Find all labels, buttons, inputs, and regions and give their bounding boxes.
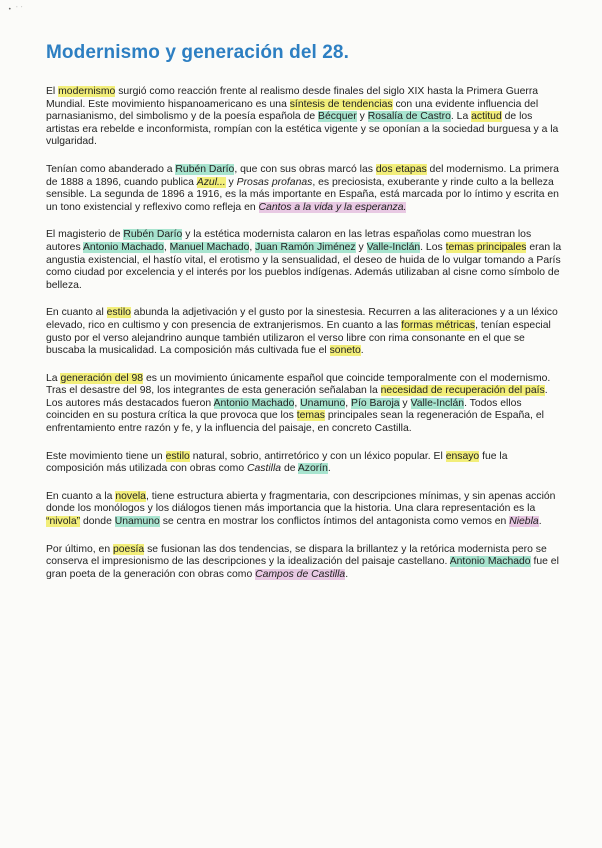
- highlighted-term: Azul...: [196, 176, 226, 188]
- highlighted-term: Antonio Machado: [213, 397, 295, 409]
- text-run: . Los: [420, 241, 446, 253]
- highlighted-term: estilo: [165, 450, 190, 462]
- text-run: .: [360, 345, 364, 357]
- text-run: En cuanto a la: [46, 490, 116, 502]
- text-run: y: [355, 241, 367, 253]
- text-run: se fusionan las dos tendencias, se dispara la brillantez y la retórica modernista pero se conserva el impresionismo de las descripciones y la idealización del paisaje castellano.: [46, 543, 547, 568]
- text-run: Por último, en: [46, 543, 113, 555]
- highlighted-term: necesidad de recuperación del país: [380, 385, 545, 397]
- text-run: abunda la adjetivación y el gusto por la sinestesia. Recurren a las aliteraciones y a un léxico elevado, rico en cultismo y con presencia de extranjerismos. En cuanto a las: [46, 307, 558, 331]
- text-run: La: [46, 372, 61, 384]
- highlighted-term: Valle-Inclán: [410, 397, 465, 409]
- highlighted-term: dos etapas: [375, 163, 427, 175]
- highlighted-term: Antonio Machado: [82, 241, 164, 253]
- highlighted-term: estilo: [106, 307, 131, 319]
- paragraph-5: [46, 373, 566, 436]
- highlighted-term: formas métricas: [401, 319, 476, 331]
- italic-title: Castilla: [246, 463, 282, 475]
- highlighted-term: Bécquer: [318, 111, 357, 123]
- italic-title: Prosas profanas: [236, 176, 313, 188]
- text-run: , tiene estructura abierta y fragmentaria, con descripciones mínimas, y sin apenas acción donde los monólogos y los diálogos tienen más importancia que la historia. Una clara representación es la: [46, 490, 556, 515]
- text-run: Tenían como abanderado a: [46, 163, 176, 175]
- paragraph-7: [46, 491, 566, 529]
- highlighted-term: “nivola”: [46, 516, 81, 528]
- paragraph-3: [46, 229, 566, 292]
- document-body: [46, 86, 566, 581]
- highlighted-term: Niebla: [509, 516, 539, 528]
- text-run: es un movimiento únicamente español que coincide temporalmente con el modernismo. Tras el desastre del 98, los integrantes de esta generación señalaban la: [46, 372, 551, 397]
- highlighted-term: Unamuno: [300, 397, 346, 409]
- text-run: eran la angustia existencial, el hastío vital, el erotismo y la sensualidad, el deseo de huida de lo vulgar tomando a París como ciudad por excelencia y el interés por los pueblos indígenas. Además utilizaban al cisne como símbolo de belleza.: [46, 241, 562, 291]
- text-run: fue la composición más utilizada con obras como: [46, 450, 508, 475]
- highlighted-term: Cantos a la vida y la esperanza.: [258, 201, 407, 213]
- highlighted-term: poesía: [113, 543, 145, 555]
- highlighted-term: novela: [115, 490, 146, 502]
- highlighted-term: Valle-Inclán: [366, 241, 421, 253]
- highlighted-term: temas principales: [445, 241, 527, 253]
- highlighted-term: Rubén Darío: [175, 163, 235, 175]
- text-run: principales sean la regeneración de España, el enfrentamiento entre razón y fe, y la influencia del paisaje, en concreto Castilla.: [46, 410, 544, 435]
- paragraph-4: [46, 307, 566, 357]
- text-run: se centra en mostrar los conflictos íntimos del antagonista como vemos en: [159, 516, 510, 528]
- highlighted-term: generación del 98: [60, 372, 144, 384]
- text-run: y: [399, 397, 411, 409]
- text-run: y: [356, 111, 368, 123]
- text-run: El: [46, 86, 59, 97]
- text-run: , es preciosista, exuberante y rinde culto a la belleza sensible. La segunda de 1896 a 1916, es la más importante en España, está marcada por lo íntimo y escrita en un tono existencial y reflexivo como refleja en: [46, 176, 559, 213]
- text-run: ,: [345, 397, 352, 409]
- text-run: natural, sobrio, antirretórico y con un léxico popular. El: [189, 450, 446, 462]
- text-run: donde: [80, 516, 115, 528]
- text-run: ,: [249, 241, 256, 253]
- document-page: [46, 42, 566, 596]
- text-run: del modernismo. La primera de 1888 a 1896, cuando publica: [46, 163, 559, 188]
- text-run: de los artistas era rebelde e inconformista, rompían con la estética vigente y se oponían a la sociedad burguesa y a la vulgaridad.: [46, 111, 559, 148]
- text-run: . Los autores más destacados fueron: [46, 385, 548, 409]
- text-run: , que con sus obras marcó las: [234, 163, 376, 175]
- text-run: Este movimiento tiene un: [46, 450, 166, 462]
- paragraph-2: [46, 164, 566, 214]
- highlighted-term: Antonio Machado: [449, 556, 531, 568]
- text-run: , tenían especial gusto por el verso alejandrino aunque también utilizaron el verso libre con rima consonante en el que se buscaba la musicalidad. La composición más cultivada fue el: [46, 319, 551, 357]
- text-run: de: [281, 463, 298, 475]
- highlighted-term: actitud: [471, 111, 502, 123]
- highlighted-term: ensayo: [445, 450, 480, 462]
- highlighted-term: Manuel Machado: [169, 241, 250, 253]
- text-run: ,: [163, 241, 170, 253]
- text-run: .: [538, 516, 542, 528]
- highlighted-term: Rubén Darío: [123, 229, 183, 241]
- scan-specks: • ˙ ˙: [8, 6, 24, 13]
- text-run: con una evidente influencia del parnasianismo, del simbolismo y de la poesía española de: [46, 98, 539, 123]
- text-run: fue el gran poeta de la generación con obras como: [46, 556, 559, 580]
- highlighted-term: soneto: [329, 345, 361, 357]
- paragraph-1: [46, 86, 566, 149]
- text-run: surgió como reacción frente al realismo desde finales del siglo XIX hasta la Primera Guerra Mundial. Este movimiento hispanoamericano es una: [46, 86, 539, 110]
- text-run: . La: [450, 111, 472, 123]
- highlighted-term: Juan Ramón Jiménez: [255, 241, 356, 253]
- highlighted-term: Rosalía de Castro: [367, 111, 451, 123]
- highlighted-term: Azorín: [297, 463, 328, 475]
- highlighted-term: Unamuno: [114, 516, 160, 528]
- text-run: . Todos ellos coinciden en su postura crítica la que provoca que los: [46, 397, 522, 422]
- text-run: y: [225, 176, 237, 188]
- highlighted-term: síntesis de tendencias: [289, 98, 393, 110]
- highlighted-term: Pío Baroja: [351, 397, 400, 409]
- highlighted-term: temas: [296, 410, 325, 422]
- text-run: .: [327, 463, 331, 475]
- highlighted-term: modernismo: [58, 86, 116, 97]
- text-run: .: [345, 568, 349, 580]
- paragraph-8: [46, 544, 566, 582]
- text-run: En cuanto al: [46, 307, 107, 319]
- text-run: ,: [294, 397, 301, 409]
- text-run: y la estética modernista calaron en las letras españolas como muestran los autores: [46, 229, 532, 253]
- page-title: Modernismo y generación del 28.: [46, 42, 349, 63]
- paragraph-6: [46, 451, 566, 476]
- text-run: El magisterio de: [46, 229, 124, 241]
- highlighted-term: Campos de Castilla: [255, 568, 346, 580]
